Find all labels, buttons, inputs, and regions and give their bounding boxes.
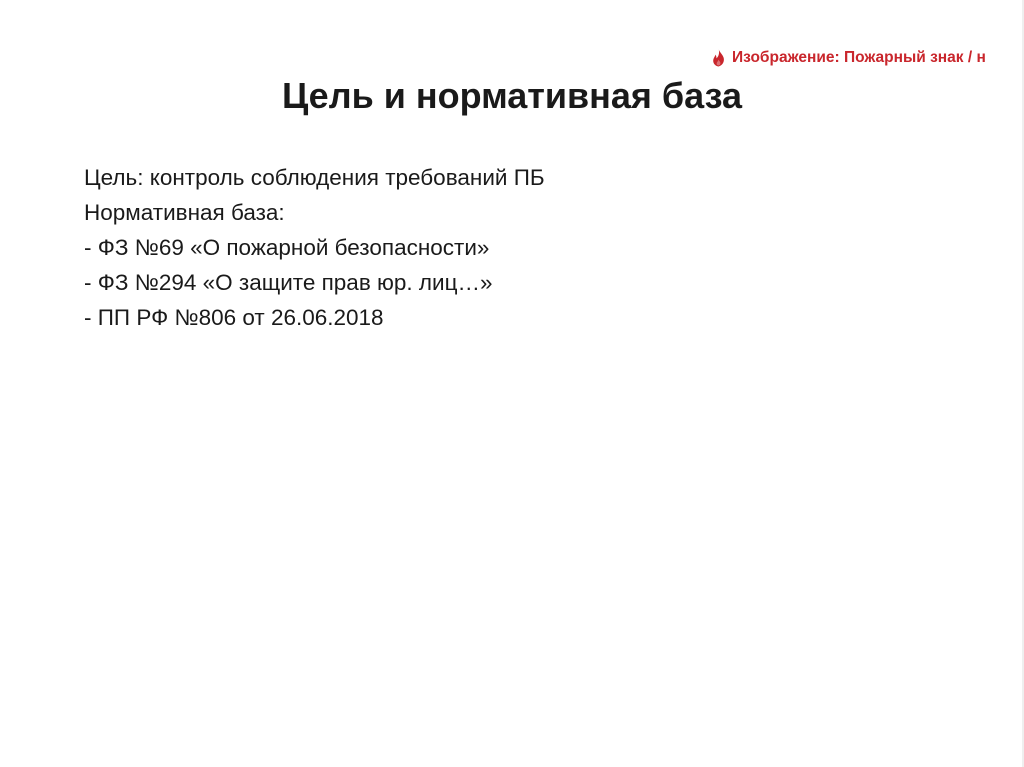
goal-line: Цель: контроль соблюдения требований ПБ: [84, 165, 545, 190]
regulation-item: - ФЗ №294 «О защите прав юр. лиц…»: [84, 270, 493, 295]
slide-body: [84, 160, 944, 335]
regulatory-base-heading: Нормативная база:: [84, 200, 285, 225]
fire-icon: [712, 49, 725, 67]
slide-title: Цель и нормативная база: [281, 75, 743, 116]
regulation-item: - ПП РФ №806 от 26.06.2018: [84, 305, 384, 330]
regulation-item: - ФЗ №69 «О пожарной безопасности»: [84, 235, 490, 260]
image-placeholder-text: Изображение: Пожарный знак / н: [732, 49, 986, 66]
image-placeholder-note: [712, 46, 986, 70]
